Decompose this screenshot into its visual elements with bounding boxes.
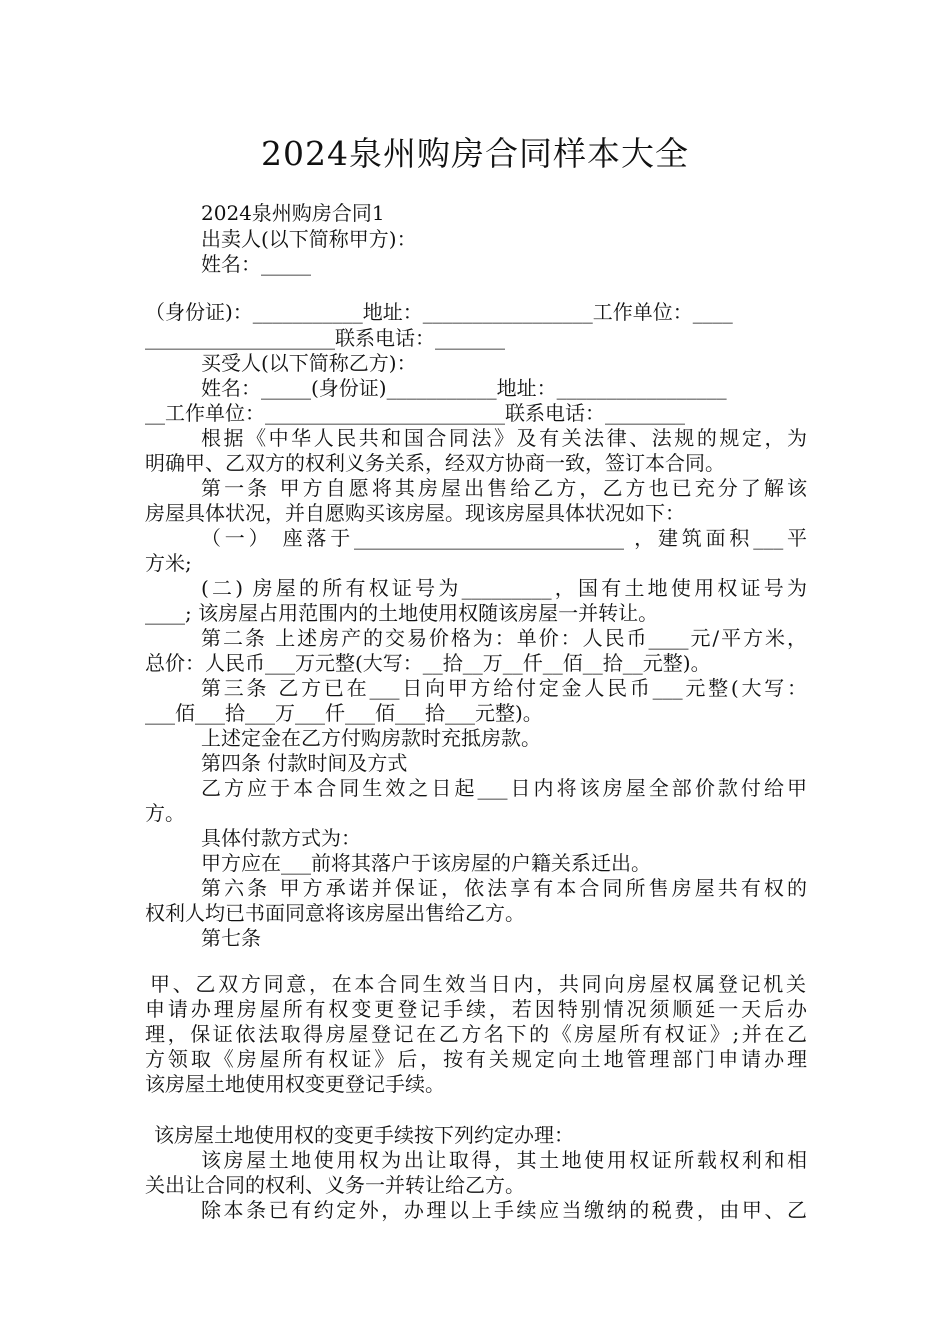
- text-line: 该房屋土地使用权变更登记手续。: [145, 1072, 445, 1096]
- text-line: 第三条 乙方已在___日向甲方给付定金人民币___元整(大写：: [201, 676, 807, 700]
- text-line: 房屋具体状况，并自愿购买该房屋。现该房屋具体状况如下：: [145, 501, 685, 525]
- text-line: 具体付款方式为：: [201, 826, 361, 850]
- text-line: ___________________联系电话：_______: [145, 326, 505, 350]
- text-line: 甲方应在___前将其落户于该房屋的户籍关系迁出。: [201, 851, 651, 875]
- text-line: ____; 该房屋占用范围内的土地使用权随该房屋一并转让。: [145, 601, 659, 625]
- text-line: 方领取《房屋所有权证》后，按有关规定向土地管理部门申请办理: [145, 1047, 807, 1071]
- text-line: 甲、乙双方同意，在本合同生效当日内，共同向房屋权属登记机关: [150, 972, 806, 996]
- text-line: 总价：人民币___万元整(大写：__拾__万__仟__佰__拾__元整)。: [145, 651, 711, 675]
- text-line: 姓名：_____: [201, 252, 311, 276]
- text-line: (二) 房屋的所有权证号为_________，国有土地使用权证号为: [201, 576, 807, 600]
- text-line: 该房屋土地使用权的变更手续按下列约定办理：: [154, 1123, 574, 1147]
- text-line: 买受人(以下简称乙方)：: [201, 351, 417, 375]
- text-line: 姓名：_____(身份证)___________地址：_________________: [201, 376, 727, 400]
- text-line: 根据《中华人民共和国合同法》及有关法律、法规的规定，为: [201, 426, 807, 450]
- text-line: 2024泉州购房合同1: [201, 201, 385, 225]
- text-line: ___佰___拾___万___仟___佰___拾___元整)。: [145, 701, 543, 725]
- text-line: （身份证)：___________地址：_________________工作单位：____: [145, 300, 733, 324]
- text-line: 理，保证依法取得房屋登记在乙方名下的《房屋所有权证》;并在乙: [145, 1022, 807, 1046]
- text-line: 方米;: [145, 551, 192, 575]
- document-title: 2024泉州购房合同样本大全: [261, 134, 689, 173]
- text-line: 方。: [145, 801, 185, 825]
- text-line: 第七条: [201, 926, 261, 950]
- text-line: 申请办理房屋所有权变更登记手续，若因特别情况须顺延一天后办: [145, 997, 807, 1021]
- text-line: __工作单位：________________________联系电话：________: [145, 401, 685, 425]
- text-line: 明确甲、乙双方的权利义务关系，经双方协商一致，签订本合同。: [145, 451, 725, 475]
- text-line: （一） 座落于___________________________ ，建筑面积___平: [201, 526, 807, 550]
- text-line: 上述定金在乙方付购房款时充抵房款。: [201, 726, 541, 750]
- text-line: 该房屋土地使用权为出让取得，其土地使用权证所载权利和相: [201, 1148, 807, 1172]
- text-line: 权利人均已书面同意将该房屋出售给乙方。: [145, 901, 525, 925]
- text-line: 出卖人(以下简称甲方)：: [201, 227, 417, 251]
- text-line: 第二条 上述房产的交易价格为：单价：人民币____元/平方米，: [201, 626, 807, 650]
- text-line: 关出让合同的权利、义务一并转让给乙方。: [145, 1173, 525, 1197]
- text-line: 第六条 甲方承诺并保证，依法享有本合同所售房屋共有权的: [201, 876, 807, 900]
- text-line: 除本条已有约定外，办理以上手续应当缴纳的税费，由甲、乙: [201, 1198, 807, 1222]
- text-line: 第一条 甲方自愿将其房屋出售给乙方，乙方也已充分了解该: [201, 476, 807, 500]
- text-line: 第四条 付款时间及方式: [201, 751, 408, 775]
- text-line: 乙方应于本合同生效之日起___日内将该房屋全部价款付给甲: [201, 776, 807, 800]
